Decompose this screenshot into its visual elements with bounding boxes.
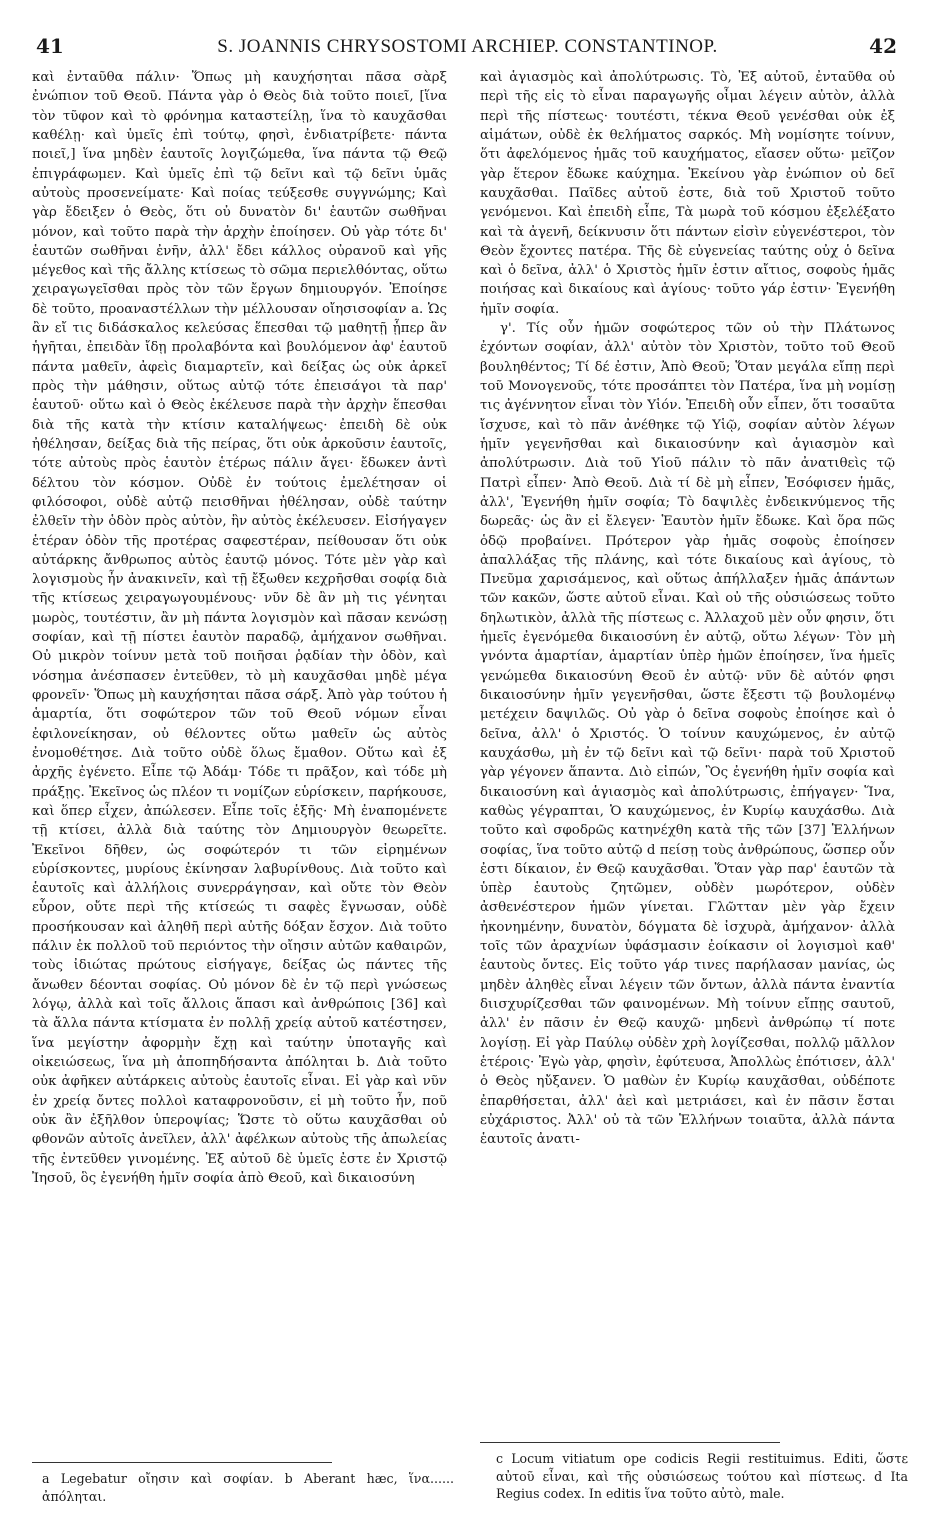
left-column-text: καὶ ἐνταῦθα πάλιν· Ὅπως μὴ καυχήσηται πᾶσα σὰρξ ἐνώπιον τοῦ Θεοῦ. Πάντα γὰρ ὁ Θεὸς διὰ τοῦτο ποιεῖ, [ἵνα τὸν τῦφον καὶ τὸ φρόνημα καταστείλῃ, ἵνα τὸ καυχᾶσθαι καθέλῃ· καὶ ὑμεῖς ἐπὶ τούτῳ, φησὶ, ἐνδιατρίβετε· πάντα ποιεῖ,] ἵνα μηδὲν ἑαυτοῖς λογιζώμεθα, ἵνα πάντα τῷ Θεῷ ἐπιγράφωμεν. Καὶ ὑμεῖς ἐπὶ τῷ δεῖνι καὶ τῷ δεῖνι ὑμᾶς αὐτοὺς προσενείματε· Καὶ ποίας τεύξεσθε συγγνώμης; Καὶ γὰρ ἔδειξεν ὁ Θεὸς, ὅτι οὐ δυνατὸν δι' ἑαυτῶν σωθῆναι μόνον, καὶ τοῦτο παρὰ τὴν ἀρχὴν ἐποίησεν. Οὐ γὰρ τότε δι' ἑαυτῶν σωθῆναι ἐνῆν, ἀλλ' ἔδει κάλλος οὐρανοῦ καὶ γῆς μέγεθος καὶ τῆς ἄλλης κτίσεως τὸ σῶμα περιελθόντας, οὕτω χειραγωγεῖσθαι πρὸς τὸν τῶν ἔργων δημιουργόν. Ἐποίησε δὲ τοῦτο, προαναστέλλων τὴν μέλλουσαν οἴησισοφίαν a. Ὡς ἂν εἴ τις διδάσκαλος κελεύσας ἕπεσθαι τῷ μαθητῇ ᾗπερ ἂν ἡγῆται, ἐπειδὰν ἴδῃ προλαβόντα καὶ βουλόμενον ἀφ' ἑαυτοῦ πάντα μαθεῖν, ἀφεὶς διαμαρτεῖν, καὶ δείξας ὡς οὐκ ἀρκεῖ πρὸς τὴν μάθησιν, οὕτως αὐτῷ τότε ἐπεισάγοι τὰ παρ' ἑαυτοῦ· οὕτω καὶ ὁ Θεὸς ἐκέλευσε παρὰ τὴν ἀρχὴν ἕπεσθαι διὰ τῆς κατὰ τὴν κτίσιν καταλήψεως· ἐπειδὴ δὲ οὐκ ἠθέλησαν, δείξας διὰ τῆς πείρας, ὅτι οὐκ ἀρκοῦσιν ἑαυτοῖς, τότε αὐτοὺς πρὸς ἑαυτὸν ἑτέρως πάλιν ἄγει· ἔδωκεν ἀντὶ δέλτου τὸν κόσμον. Οὐδὲ ἐν τούτοις ἐμελέτησαν οἱ φιλόσοφοι, οὐδὲ αὐτῷ πεισθῆναι ἠθέλησαν, οὐδὲ ταύτην ἐλθεῖν τὴν ὁδὸν πρὸς αὐτὸν, ἣν αὐτὸς ἐκέλευσεν. Εἰσήγαγεν ἑτέραν ὁδὸν τῆς προτέρας σαφεστέραν, πείθουσαν ὅτι οὐκ αὐτάρκης ἄνθρωπος αὐτὸς ἑαυτῷ μόνος. Τότε μὲν γὰρ καὶ λογισμοὺς ἦν ἀνακινεῖν, καὶ τῇ ἔξωθεν κεχρῆσθαι σοφίᾳ διὰ τῆς κτίσεως χειραγωγουμένους· νῦν δὲ ἂν μὴ τις γένηται μωρὸς, τουτέστιν, ἂν μὴ πάντα λογισμὸν καὶ πᾶσαν κενώσῃ σοφίαν, καὶ τῇ πίστει ἑαυτὸν παραδῷ, ἀμήχανον σωθῆναι. Οὐ μικρὸν τοίνυν μετὰ τοῦ ποιῆσαι ῥᾳδίαν τὴν ὁδὸν, καὶ νόσημα ἀνέσπασεν ἐντεῦθεν, τὸ μὴ καυχᾶσθαι μηδὲ μέγα φρονεῖν· Ὅπως μὴ καυχήσηται πᾶσα σάρξ. Ἀπὸ γὰρ τούτου ἡ ἁμαρτία, ὅτι σοφώτερον τῶν τοῦ Θεοῦ νόμων εἶναι ἐφιλονείκησαν, οὐ θέλοντες οὕτω μαθεῖν ὡς αὐτὸς ἐνομοθέτησε. Διὰ τοῦτο οὐδὲ ὅλως ἔμαθον. Οὕτω καὶ ἐξ ἀρχῆς ἐγένετο. Εἶπε τῷ Ἀδάμ· Τόδε τι πρᾶξον, καὶ τόδε μὴ πράξῃς. Ἐκεῖνος ὡς πλέον τι νομίζων εὑρίσκειν, παρήκουσε, καὶ ὅπερ εἶχεν, ἀπώλεσεν. Εἶπε τοῖς ἑξῆς· Μὴ ἐναπομένετε τῇ κτίσει, ἀλλὰ διὰ ταύτης τὸν Δημιουργὸν θεωρεῖτε. Ἐκεῖνοι δῆθεν, ὡς σοφώτερόν τι τῶν εἰρημένων εὑρίσκοντες, μυρίους ἐκίνησαν λαβυρίνθους. Διὰ τοῦτο καὶ ἑαυτοῖς καὶ ἀλλήλοις συνερράγησαν, καὶ οὔτε τὸν Θεὸν εὗρον, οὔτε περὶ τῆς κτίσεώς τι σαφὲς ἔγνωσαν, οὐδὲ προσήκουσαν καὶ ἀληθῆ περὶ αὐτῆς δόξαν ἔσχον. Διὰ τοῦτο πάλιν ἐκ πολλοῦ τοῦ περιόντος τὴν οἴησιν αὐτῶν καθαιρῶν, τοὺς ἰδιώτας πρώτους εἰσήγαγε, δείξας ὡς πάντες τῆς ἄνωθεν δέονται σοφίας. Οὐ μόνον δὲ ἐν τῷ περὶ γνώσεως λόγῳ, ἀλλὰ καὶ τοῖς ἄλλοις ἅπασι καὶ ἀνθρώποις [36] καὶ τὰ ἄλλα πάντα κτίσματα ἐν πολλῇ χρείᾳ αὐτοῦ κατέστησεν, ἵνα μεγίστην ἀφορμὴν ἔχῃ καὶ ταύτην ὑποταγῆς καὶ οἰκειώσεως, ἵνα μὴ ἀποπηδήσαντα ἀπόληται b. Διὰ τοῦτο οὐκ ἀφῆκεν αὐτάρκεις αὐτοὺς ἑαυτοῖς εἶναι. Εἰ γὰρ καὶ νῦν ἐν χρείᾳ ὄντες πολλοὶ καταφρονοῦσιν, εἰ μὴ τοῦτο ἦν, ποῦ οὐκ ἂν ἐξῆλθον ὑπεροψίας; Ὥστε τὸ οὕτω καυχᾶσθαι οὐ φθονῶν αὐτοῖς ἀνεῖλεν, ἀλλ' ἀφέλκων αὐτοὺς τῆς ἀπωλείας τῆς ἐντεῦθεν γινομένης. Ἐξ αὐτοῦ δὲ ὑμεῖς ἐστε ἐν Χριστῷ Ἰησοῦ, ὃς ἐγενήθη ἡμῖν σοφία ἀπὸ Θεοῦ, καὶ δικαιοσύνη: [32, 70, 447, 1186]
right-column: [480, 68, 895, 1150]
footnote-left: a Legebatur οἴησιν καὶ σοφίαν. b Aberant hæc, ἵνα...... ἀπόληται.: [42, 1471, 454, 1504]
footnote-right: c Locum vitiatum ope codicis Regii restituimus. Editi, ὥστε αὐτοῦ εἶναι, καὶ τῆς οὐσιώσεως τούτου καὶ πίστεως. d Ita Regius codex. In editis ἵνα τοῦτο αὐτὸ, male.: [496, 1451, 908, 1501]
footnote-rule-left: [32, 1462, 332, 1463]
running-header: [30, 26, 905, 60]
left-column: [32, 68, 447, 1188]
right-paragraph-2: γ'. Τίς οὖν ἡμῶν σοφώτερος τῶν οὐ τὴν Πλάτωνος ἐχόντων σοφίαν, ἀλλ' αὐτὸν τὸν Χριστὸν, τοῦτο τοῦ Θεοῦ βουληθέντος; Τί δέ ἐστιν, Ἀπὸ Θεοῦ; Ὅταν μεγάλα εἴπῃ περὶ τοῦ Μονογενοῦς, τότε προσάπτει τὸν Πατέρα, ἵνα μὴ νομίσῃ τις ἀγέννητον εἶναι τὸν Υἱόν. Ἐπειδὴ οὖν εἶπεν, ὅτι τοσαῦτα ἴσχυσε, καὶ τὸ πᾶν ἀνέθηκε τῷ Υἱῷ, σοφίαν αὐτὸν λέγων ἡμῖν γεγενῆσθαι καὶ δικαιοσύνην καὶ ἁγιασμὸν καὶ ἀπολύτρωσιν. Διὰ τοῦ Υἱοῦ πάλιν τὸ πᾶν ἀνατιθεὶς τῷ Πατρὶ εἶπεν· Ἀπὸ Θεοῦ. Διὰ τί δὲ μὴ εἶπεν, Ἐσόφισεν ἡμᾶς, ἀλλ', Ἐγενήθη ἡμῖν σοφία; Τὸ δαψιλὲς ἐνδεικνύμενος τῆς δωρεᾶς· ὡς ἂν εἰ ἔλεγεν· Ἑαυτὸν ἡμῖν ἔδωκε. Καὶ ὅρα πῶς ὁδῷ προβαίνει. Πρότερον γὰρ ἡμᾶς σοφοὺς ἐποίησεν ἀπαλλάξας τῆς πλάνης, καὶ τότε δικαίους καὶ ἁγίους, τὸ Πνεῦμα χαρισάμενος, καὶ οὕτως ἀπήλλαξεν ἡμᾶς ἁπάντων τῶν κακῶν, ὥστε αὐτοῦ εἶναι. Καὶ οὐ τῆς οὐσιώσεως τοῦτο δηλωτικὸν, ἀλλὰ τῆς πίστεως c. Ἀλλαχοῦ μὲν οὖν φησιν, ὅτι ἡμεῖς ἐγενόμεθα δικαιοσύνη ἐν αὐτῷ, οὕτω λέγων· Τὸν μὴ γνόντα ἁμαρτίαν, ἁμαρτίαν ὑπὲρ ἡμῶν ἐποίησεν, ἵνα ἡμεῖς γενώμεθα δικαιοσύνη Θεοῦ ἐν αὐτῷ· νῦν δὲ αὐτόν φησι δικαιοσύνην ἡμῖν γεγενῆσθαι, ὥστε ἔξεστι τῷ βουλομένῳ μετέχειν δαψιλῶς. Οὐ γὰρ ὁ δεῖνα σοφοὺς ἐποίησε καὶ ὁ δεῖνα, ἀλλ' ὁ Χριστός. Ὁ τοίνυν καυχώμενος, ἐν αὐτῷ καυχάσθω, μὴ ἐν τῷ δεῖνι καὶ τῷ δεῖνι· παρὰ τοῦ Χριστοῦ γὰρ γέγονεν ἅπαντα. Διὸ εἰπών, Ὃς ἐγενήθη ἡμῖν σοφία καὶ δικαιοσύνη καὶ ἁγιασμὸς καὶ ἀπολύτρωσις, ἐπήγαγεν· Ἵνα, καθὼς γέγραπται, Ὁ καυχώμενος, ἐν Κυρίῳ καυχάσθω. Διὰ τοῦτο καὶ σφοδρῶς κατηνέχθη κατὰ τῆς τῶν [37] Ἑλλήνων σοφίας, ἵνα τοῦτο αὐτῷ d πείσῃ τοὺς ἀνθρώπους, ὥσπερ οὖν ἐστι δίκαιον, ἐν Θεῷ καυχᾶσθαι. Ὅταν γὰρ παρ' ἑαυτῶν τὰ ὑπὲρ ἑαυτοὺς ζητῶμεν, οὐδὲν μωρότερον, οὐδὲν ἀσθενέστερον ἡμῶν γίνεται. Γλῶτταν μὲν γὰρ ἔχειν ἠκονημένην, δυνατὸν, δόγματα δὲ ἰσχυρὰ, ἀμήχανον· ἀλλὰ τοῖς τῶν ἀραχνίων ὑφάσμασιν ἐοίκασιν οἱ λογισμοὶ καθ' ἑαυτοὺς ὄντες. Εἰς τοῦτο γάρ τινες παρήλασαν μανίας, ὡς μηδὲν ἀληθὲς εἶναι λέγειν τῶν ὄντων, ἀλλὰ πάντα ἐναντία διισχυρίζεσθαι τῶν φαινομένων. Μὴ τοίνυν εἴπῃς σαυτοῦ, ἀλλ' ἐν πᾶσιν ἐν Θεῷ καυχῶ· μηδενὶ ἀνθρώπῳ τί ποτε λογίσῃ. Εἰ γὰρ Παύλῳ οὐδὲν χρὴ λογίζεσθαι, πολλῷ μᾶλλον ἑτέροις· Ἐγὼ γὰρ, φησὶν, ἐφύτευσα, Ἀπολλὼς ἐπότισεν, ἀλλ' ὁ Θεὸς ηὔξανεν. Ὁ μαθὼν ἐν Κυρίῳ καυχᾶσθαι, οὐδέποτε ἐπαρθήσεται, ἀλλ' ἀεὶ καὶ μετριάσει, καὶ ἐν πᾶσιν ἔσται εὐχάριστος. Ἀλλ' οὐ τὰ τῶν Ἑλλήνων τοιαῦτα, ἀλλὰ πάντα ἑαυτοῖς ἀνατι-: [480, 321, 895, 1148]
page-number-left: 41: [36, 34, 64, 58]
footnote-rule-right: [480, 1442, 780, 1443]
running-title: S. JOANNIS CHRYSOSTOMI ARCHIEP. CONSTANTINOP.: [217, 36, 718, 57]
page-number-right: 42: [869, 34, 897, 58]
right-paragraph-1: καὶ ἁγιασμὸς καὶ ἀπολύτρωσις. Τὸ, Ἐξ αὐτοῦ, ἐνταῦθα οὐ περὶ τῆς εἰς τὸ εἶναι παραγωγῆς οἶμαι λέγειν αὐτὸν, ἀλλὰ περὶ τῆς πίστεως· τουτέστι, τέκνα Θεοῦ γενέσθαι οὐκ ἐξ αἱμάτων, οὐδὲ ἐκ θελήματος σαρκός. Μὴ νομίσητε τοίνυν, ὅτι ἀφελόμενος ἡμᾶς τοῦ καυχήματος, εἴασεν οὕτω· μεῖζον γὰρ ἕτερον ἔδωκε καύχημα. Ἐκείνου γὰρ ἐνώπιον οὐ δεῖ καυχᾶσθαι. Παῖδες αὐτοῦ ἐστε, διὰ τοῦ Χριστοῦ τοῦτο γενόμενοι. Καὶ ἐπειδὴ εἶπε, Τὰ μωρὰ τοῦ κόσμου ἐξελέξατο καὶ τὰ ἀγενῆ, δείκνυσιν ὅτι πάντων εἰσὶν εὐγενέστεροι, τὸν Θεὸν ἔχοντες πατέρα. Τῆς δὲ εὐγενείας ταύτης οὐχ ὁ δεῖνα καὶ ὁ δεῖνα, ἀλλ' ὁ Χριστὸς ἡμῖν ἐστιν αἴτιος, σοφοὺς ἡμᾶς ποιήσας καὶ δικαίους καὶ ἁγίους· τοῦτο γάρ ἐστιν· Ἐγενήθη ἡμῖν σοφία.: [480, 70, 895, 317]
